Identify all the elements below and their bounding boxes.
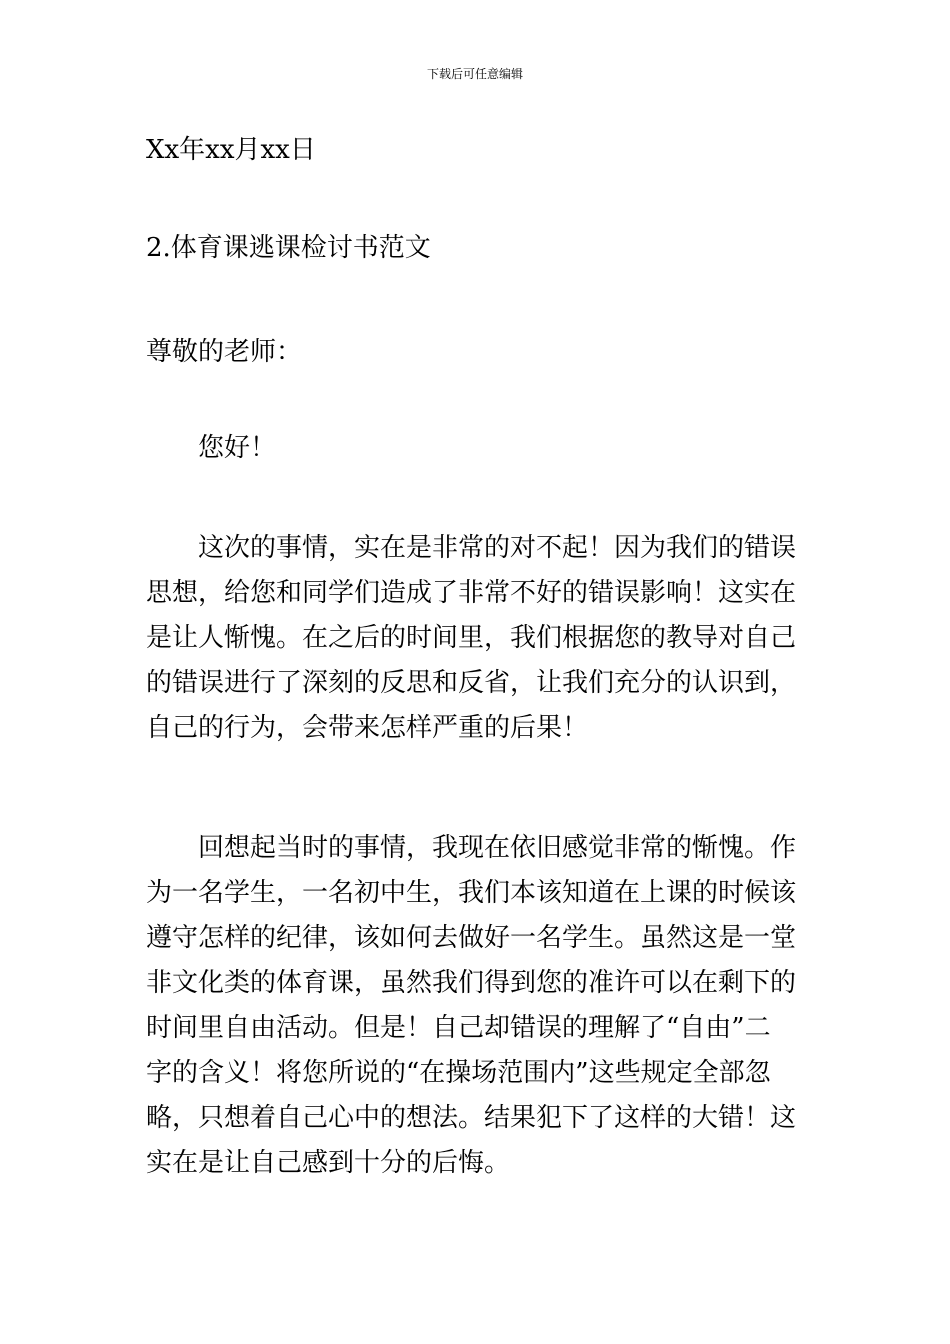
salutation-text: 尊敬的老师： xyxy=(146,337,303,367)
paragraph-line: 字的含义！将您所说的“在操场范围内”这些规定全部忽 xyxy=(146,1058,771,1088)
paragraph-line: 思想，给您和同学们造成了非常不好的错误影响！这实在 xyxy=(146,578,797,608)
paragraph-2 xyxy=(146,826,808,1186)
paragraph-line: 实在是让自己感到十分的后悔。 xyxy=(146,1148,511,1178)
date-line xyxy=(146,128,808,173)
paragraph-line: 非文化类的体育课，虽然我们得到您的准许可以在剩下的 xyxy=(146,968,797,998)
paragraph-line: 时间里自由活动。但是！自己却错误的理解了“自由”二 xyxy=(146,1013,771,1043)
salutation xyxy=(146,330,808,375)
date-text: Xx年xx月xx日 xyxy=(146,135,316,165)
paragraph-line: 自己的行为，会带来怎样严重的后果！ xyxy=(146,713,589,743)
paragraph-line: 回想起当时的事情，我现在依旧感觉非常的惭愧。作 xyxy=(198,833,797,863)
title-text: 2.体育课逃课检讨书范文 xyxy=(146,233,431,263)
paragraph-1 xyxy=(146,526,808,751)
paragraph-line: 是让人惭愧。在之后的时间里，我们根据您的教导对自己 xyxy=(146,623,797,653)
paragraph-line: 为一名学生，一名初中生，我们本该知道在上课的时候该 xyxy=(146,878,797,908)
greeting xyxy=(146,426,860,471)
paragraph-line: 遵守怎样的纪律，该如何去做好一名学生。虽然这是一堂 xyxy=(146,923,797,953)
paragraph-line: 这次的事情，实在是非常的对不起！因为我们的错误 xyxy=(198,533,797,563)
paragraph-line: 的错误进行了深刻的反思和反省，让我们充分的认识到， xyxy=(146,668,797,698)
header-note: 下载后可任意编辑 xyxy=(426,67,523,81)
document-title xyxy=(146,226,808,271)
greeting-text: 您好！ xyxy=(198,433,277,463)
paragraph-line: 略，只想着自己心中的想法。结果犯下了这样的大错！这 xyxy=(146,1103,797,1133)
